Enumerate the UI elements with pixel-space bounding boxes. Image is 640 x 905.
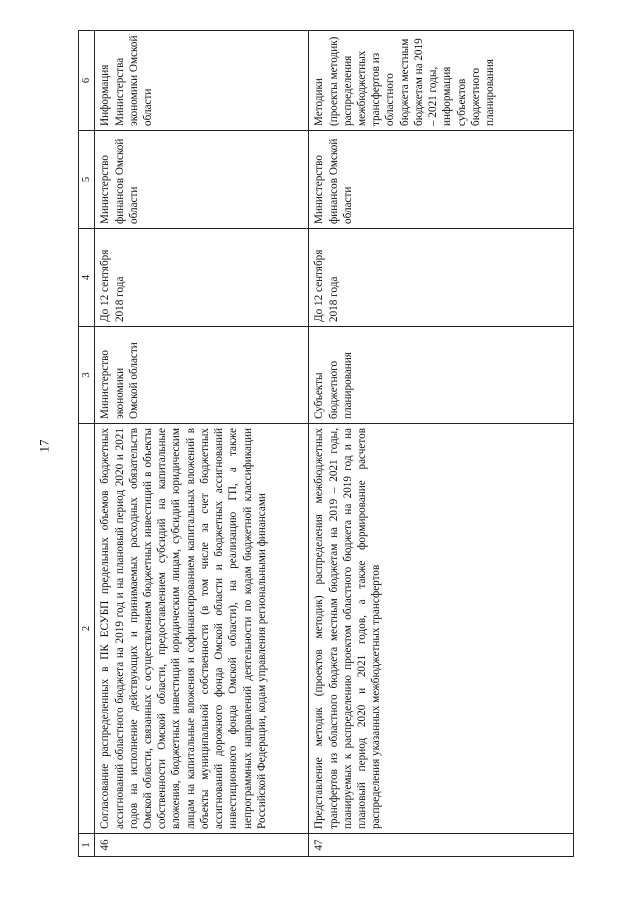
table-row: [95, 31, 309, 857]
page-number: 17: [36, 439, 52, 453]
column-number: 4: [79, 229, 95, 327]
responsible-executor: Министерство экономики Омской области: [95, 327, 309, 424]
responsible-executor: Субъекты бюджетного планирования: [309, 327, 574, 424]
plan-table: [78, 30, 574, 857]
column-number: 2: [79, 424, 95, 834]
output-document: Информация Министерства экономики Омской области: [95, 31, 309, 131]
table-row: [309, 31, 574, 857]
column-number: 6: [79, 31, 95, 131]
column-number: 5: [79, 131, 95, 229]
rotated-table-container: [78, 31, 578, 857]
column-number-row: [79, 31, 95, 857]
task-description: Представление методик (проектов методик) распределения межбюджетных трансфертов из областного бюджета местным бюджетам на 2019 – 2021 годы, планируемых к распределению проектом областного бюджета на 2019 год и на плановый период 2020 и 2021 годов, а также формирование расчетов распределения указанных межбюджетных трансфертов: [309, 424, 574, 834]
output-document: Методики (проекты методик) распределения межбюджетных трансфертов из областного бюджета местным бюджетам на 2019 – 2021 годы, информация субъектов бюджетного планирования: [309, 31, 574, 131]
row-number: 47: [309, 834, 574, 857]
recipient: Министерство финансов Омской области: [95, 131, 309, 229]
deadline: До 12 сентября 2018 года: [309, 229, 574, 327]
deadline: До 12 сентября 2018 года: [95, 229, 309, 327]
column-number: 3: [79, 327, 95, 424]
task-description: Согласование распределенных в ПК ЕСУБП предельных объемов бюджетных ассигнований областного бюджета на 2019 год и на плановый период 2020 и 2021 годов на исполнение действующих и принимаемых расходных обязательств Омской области, связанных с осуществлением бюджетных инвестиций в объекты собственности Омской области, предоставлением субсидий на капитальные вложения, бюджетных инвестиций юридическим лицам, субсидий юридическим лицам на капитальные вложения и софинансированием капитальных вложений в объекты муниципальной собственности (в том числе за счет бюджетных ассигнований дорожного фонда Омской области и бюджетных ассигнований инвестиционного фонда Омской области), на реализацию ГП, а также непрограммных направлений деятельности по кодам бюджетной классификации Российской Федерации, кодам управления региональными финансами: [95, 424, 309, 834]
recipient: Министерство финансов Омской области: [309, 131, 574, 229]
row-number: 46: [95, 834, 309, 857]
column-number: 1: [79, 834, 95, 857]
